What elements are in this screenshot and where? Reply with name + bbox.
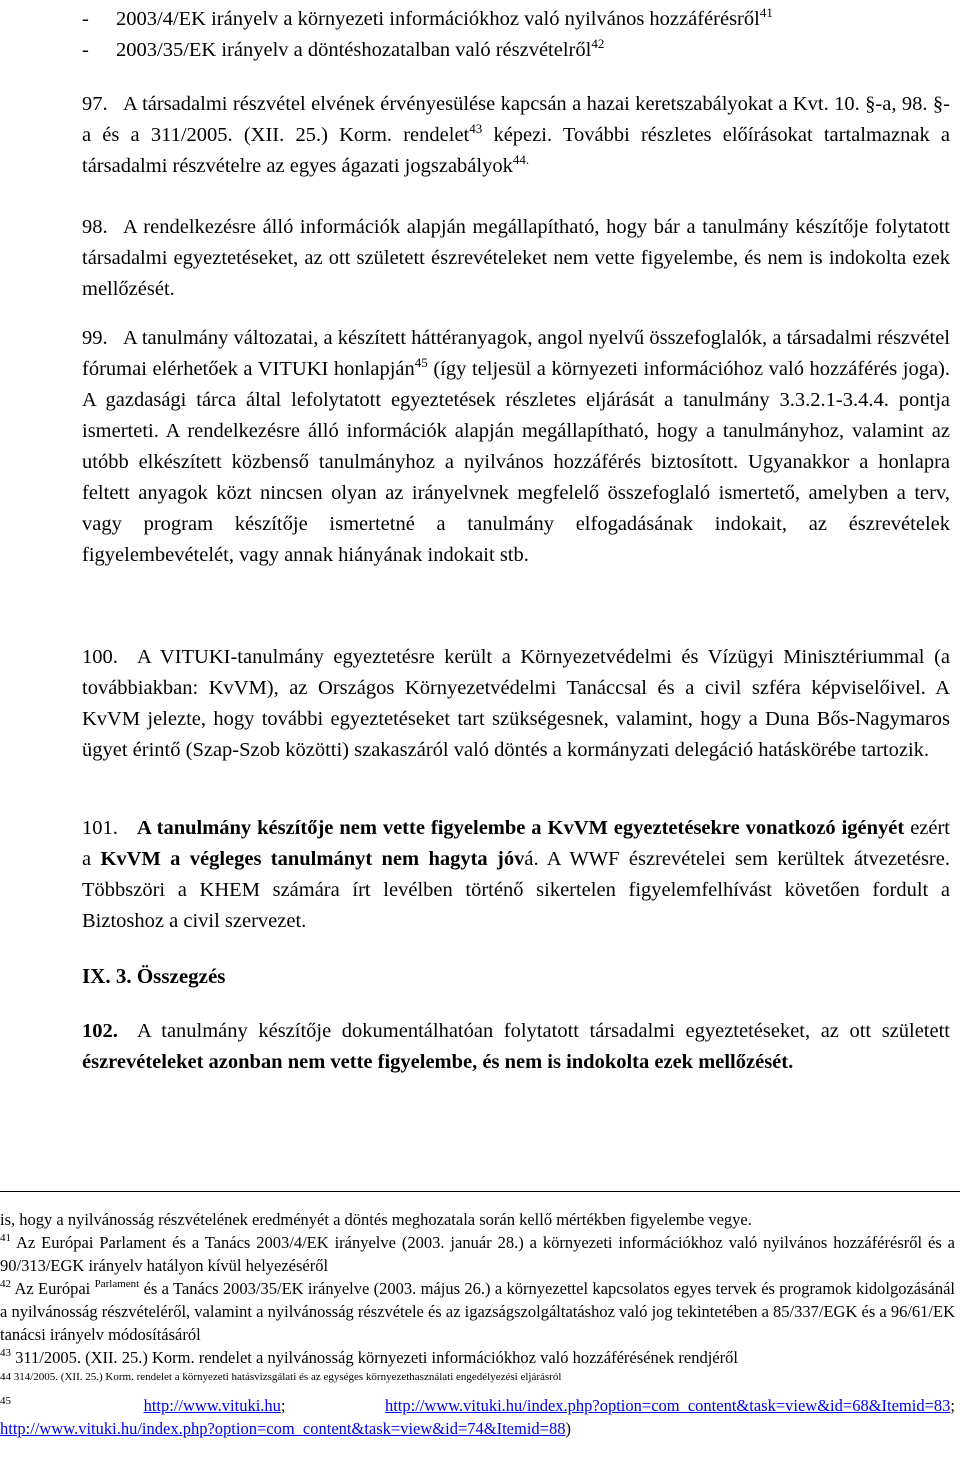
paragraph-number: 102. [82,1020,118,1042]
footnote-ref: 41 [759,5,773,20]
paragraph-text: A rendelkezésre álló információk alapján megállapítható, hogy bár a tanulmány készítője folytatott társadalmi egyeztetéseket, az ott született észrevételeket nem vette figyelembe, és nem is indokolta ezek mellőzését. [82,216,950,300]
footnote-number: 42 [0,1278,11,1290]
footnotes [0,1208,955,1440]
paragraph-text: (így teljesül a környezeti információhoz való hozzáférés joga). A gazdasági tárca által lefolytatott egyeztetések részletes eljárását a tanulmány 3.3.2.1-3.4.4. pontja ismerteti. A rendelkezésre álló információk alapján megállapítható, hogy a tanulmányhoz, valamint az utóbb elkészített közbenső tanulmányhoz a nyilvános hozzáférés biztosított. Ugyanakkor a honlapra feltett anyagok közt nincsen olyan az irányelvnek megfelelő összefoglaló ismertető, amelyben a terv, vagy program készítője ismertetné a tanulmány elfogadásának indokait, az észrevételek figyelembevételét, vagy annak hiányának indokait stb. [82,358,951,566]
footnote-ref: 45 [414,355,428,370]
paragraph-number: 100. [82,646,118,668]
footnote-44: 44 314/2005. (XII. 25.) Korm. rendelet a környezeti hatásvizsgálati és az egységes környezethasználati engedélyezési eljárásról [0,1371,562,1383]
footnote-ref: 43 [469,121,483,136]
paragraph-number: 99. [82,327,108,349]
paragraph-98-block [82,212,950,305]
paragraph-number: 97. [82,93,108,115]
paragraph-97-block [82,89,950,182]
list-item: - 2003/4/EK irányelv a környezeti információkhoz való nyilvános hozzáférésről$^{41}$ [82,5,773,30]
section-heading: IX. 3. Összegzés [82,964,226,988]
footnote-text: Az Európai [14,1279,91,1298]
list-item: - 2003/35/EK irányelv a döntéshozatalban való részvételről$^{42}$ [82,36,605,61]
paragraph-number: 101. [82,817,118,839]
paragraph-bold-text: észrevételeket azonban nem vette figyelembe, és nem is indokolta ezek mellőzését. [82,1051,794,1073]
footnote-43 [0,1346,955,1369]
separator: ; [950,1396,955,1415]
separator: ) [565,1419,571,1438]
footnote-link[interactable]: http://www.vituki.hu/index.php?option=com_content&task=view&id=68&Itemid=83 [384,1396,951,1415]
paragraph-99-block [82,323,950,571]
paragraph-bold-text: KvVM a végleges tanulmányt nem hagyta jóv [100,848,525,870]
footnote-separator [0,1191,960,1192]
paragraph-text: A tanulmány változatai, a készített háttéranyagok, angol nyelvű összefoglalók, a társadalmi részvétel fórumai elérhetőek a VITUKI honlapján [82,327,950,380]
footnote-ref: 42 [591,36,605,51]
footnote-45 [0,1394,955,1440]
paragraph-text: ezért a [82,817,951,870]
footnote-text: Az Európai Parlament és a Tanács 2003/4/EK irányelve (2003. január 28.) a környezeti információkhoz való nyilvános hozzáférésről és a 90/313/EGK irányelv hatályon kívül helyezéséről [0,1233,955,1275]
footnote-ref: 44. [512,152,530,167]
paragraph-text: A tanulmány készítője dokumentálhatóan folytatott társadalmi egyeztetéseket, az ott született [137,1020,950,1042]
paragraph-text: A társadalmi részvétel elvének érvényesülése kapcsán a hazai keretszabályokat a Kvt. 10. §-a, 98. §-a és a 311/2005. (XII. 25.) Korm. rendelet [82,93,950,146]
paragraph-102-block [82,1016,950,1078]
footnote-number: 45 [0,1395,11,1407]
separator: ; [280,1396,286,1415]
paragraph-100-block [82,642,950,766]
list-item-text: 2003/4/EK irányelv a környezeti információkhoz való nyilvános hozzáférésről [116,8,760,30]
footnote-text: és a Tanács 2003/35/EK irányelve (2003. május 26.) a környezettel kapcsolatos egyes tervek és programok kidolgozásánál a nyilvánosság részvételéről, valamint a nyilvánosság részvétele és az igazságszolgáltatáshoz való jog tekintetében a 85/337/EGK és a 96/61/EK tanácsi irányelv módosításáról [0,1279,955,1344]
paragraph-bold-text: A tanulmány készítője nem vette figyelembe a KvVM egyeztetésekre vonatkozó igényét [137,817,905,839]
footnote-41 [0,1231,955,1277]
paragraph-number: 98. [82,216,108,238]
paragraph-text: A VITUKI-tanulmány egyeztetésre került a Környezetvédelmi és Vízügyi Minisztériummal (a továbbiakban: KvVM), az Országos Környezetvédelmi Tanáccsal és a civil szféra képviselőivel. A KvVM jelezte, hogy további egyeztetéseket tart szükségesnek, valamint, hogy a Duna Bős-Nagymaros ügyet érintő (Szap-Szob közötti) szakaszáról való döntés a kormányzati delegáció hatáskörébe tartozik. [82,646,950,761]
paragraph-101-block [82,813,950,937]
footnote-superscript: Parlament [94,1278,140,1290]
footnote-number: 41 [0,1232,11,1244]
footnote-link[interactable]: http://www.vituki.hu/index.php?option=com_content&task=view&id=74&Itemid=88 [0,1419,566,1438]
footnote-number: 43 [0,1347,11,1359]
footnote-42 [0,1277,955,1346]
list-item-text: 2003/35/EK irányelv a döntéshozatalban való részvételről [116,39,592,61]
footnote-continuation: is, hogy a nyilvánosság részvételének eredményét a döntés meghozatala során kellő mértékben figyelembe vegye. [0,1210,752,1229]
footnote-text: 311/2005. (XII. 25.) Korm. rendelet a nyilvánosság környezeti információkhoz való hozzáférésének rendjéről [15,1348,738,1367]
paragraph-text: képezi. További részletes előírásokat tartalmaznak a társadalmi részvételre az egyes ágazati jogszabályok [82,124,950,177]
paragraph-text: á. A WWF észrevételei sem kerültek átvezetésre. Többszöri a KHEM számára írt levélben történő sikertelen figyelemfelhívást követően fordult a Biztoshoz a civil szervezet. [82,848,950,932]
footnote-link[interactable]: http://www.vituki.hu [143,1396,281,1415]
